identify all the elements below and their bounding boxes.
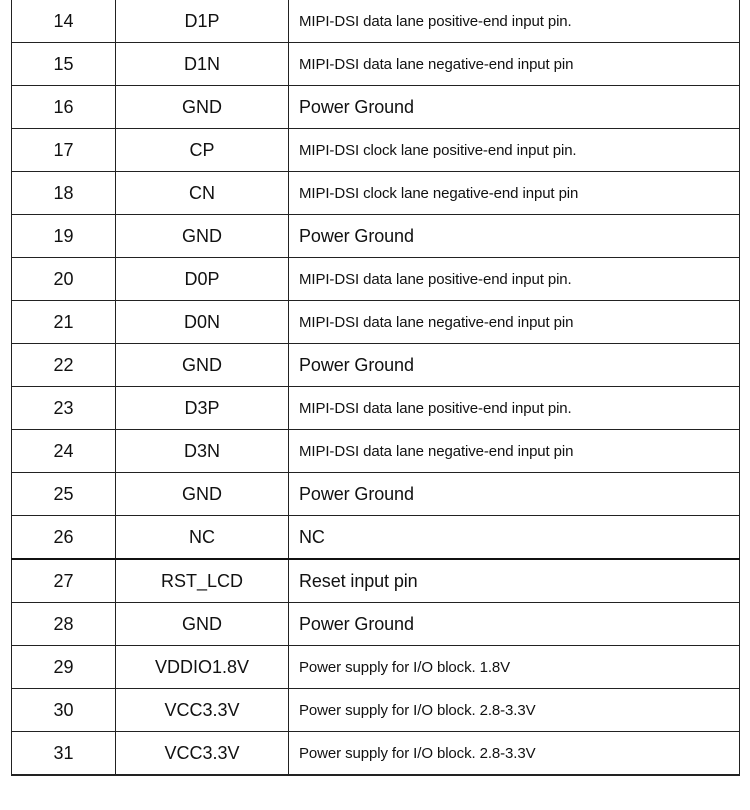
pin-symbol: D0P (116, 258, 289, 301)
pin-symbol: D3P (116, 387, 289, 430)
pin-number: 15 (12, 43, 116, 86)
pin-symbol: VCC3.3V (116, 732, 289, 776)
pin-description: MIPI-DSI data lane negative-end input pin (289, 43, 740, 86)
pin-symbol: D3N (116, 430, 289, 473)
table-row (12, 301, 740, 344)
table-row (12, 387, 740, 430)
pin-number: 21 (12, 301, 116, 344)
pin-description: MIPI-DSI data lane negative-end input pin (289, 301, 740, 344)
pin-description: Power Ground (289, 215, 740, 258)
table-row (12, 559, 740, 603)
pin-symbol: GND (116, 215, 289, 258)
pin-number: 16 (12, 86, 116, 129)
table-row (12, 129, 740, 172)
pin-number: 19 (12, 215, 116, 258)
table-row (12, 603, 740, 646)
pin-symbol: GND (116, 86, 289, 129)
pin-symbol: VCC3.3V (116, 689, 289, 732)
pin-number: 27 (12, 559, 116, 603)
pin-number: 26 (12, 516, 116, 560)
pin-symbol: NC (116, 516, 289, 560)
pin-description: MIPI-DSI data lane positive-end input pin. (289, 387, 740, 430)
pin-symbol: D1N (116, 43, 289, 86)
pin-number: 30 (12, 689, 116, 732)
pin-description: NC (289, 516, 740, 560)
table-row (12, 0, 740, 43)
pin-description: Power Ground (289, 603, 740, 646)
pin-description: MIPI-DSI clock lane positive-end input pin. (289, 129, 740, 172)
pin-symbol: VDDIO1.8V (116, 646, 289, 689)
pin-description: MIPI-DSI data lane negative-end input pin (289, 430, 740, 473)
pin-symbol: GND (116, 473, 289, 516)
pin-symbol: CN (116, 172, 289, 215)
pin-description: Power supply for I/O block. 1.8V (289, 646, 740, 689)
table-row (12, 215, 740, 258)
pin-description: Power supply for I/O block. 2.8-3.3V (289, 689, 740, 732)
pin-number: 28 (12, 603, 116, 646)
pin-assignment-table (11, 0, 740, 776)
pin-number: 18 (12, 172, 116, 215)
pin-symbol: RST_LCD (116, 559, 289, 603)
pin-number: 17 (12, 129, 116, 172)
table-row (12, 689, 740, 732)
pin-symbol: GND (116, 344, 289, 387)
pin-symbol: D1P (116, 0, 289, 43)
pin-symbol: D0N (116, 301, 289, 344)
pin-number: 29 (12, 646, 116, 689)
table-row (12, 172, 740, 215)
table-row (12, 473, 740, 516)
pin-number: 25 (12, 473, 116, 516)
pin-description: MIPI-DSI data lane positive-end input pin. (289, 258, 740, 301)
pin-symbol: CP (116, 129, 289, 172)
pin-number: 23 (12, 387, 116, 430)
pin-number: 14 (12, 0, 116, 43)
pin-description: Power Ground (289, 344, 740, 387)
table-row (12, 516, 740, 560)
table-row (12, 86, 740, 129)
pin-description: MIPI-DSI data lane positive-end input pin. (289, 0, 740, 43)
pin-number: 24 (12, 430, 116, 473)
pin-description: MIPI-DSI clock lane negative-end input pin (289, 172, 740, 215)
pin-symbol: GND (116, 603, 289, 646)
pin-number: 20 (12, 258, 116, 301)
pin-description: Power supply for I/O block. 2.8-3.3V (289, 732, 740, 776)
pin-number: 22 (12, 344, 116, 387)
pin-description: Reset input pin (289, 559, 740, 603)
table-row (12, 258, 740, 301)
pin-description: Power Ground (289, 473, 740, 516)
table-row (12, 646, 740, 689)
table-row (12, 43, 740, 86)
table-row (12, 344, 740, 387)
pin-number: 31 (12, 732, 116, 776)
table-row (12, 732, 740, 776)
table-row (12, 430, 740, 473)
pin-description: Power Ground (289, 86, 740, 129)
